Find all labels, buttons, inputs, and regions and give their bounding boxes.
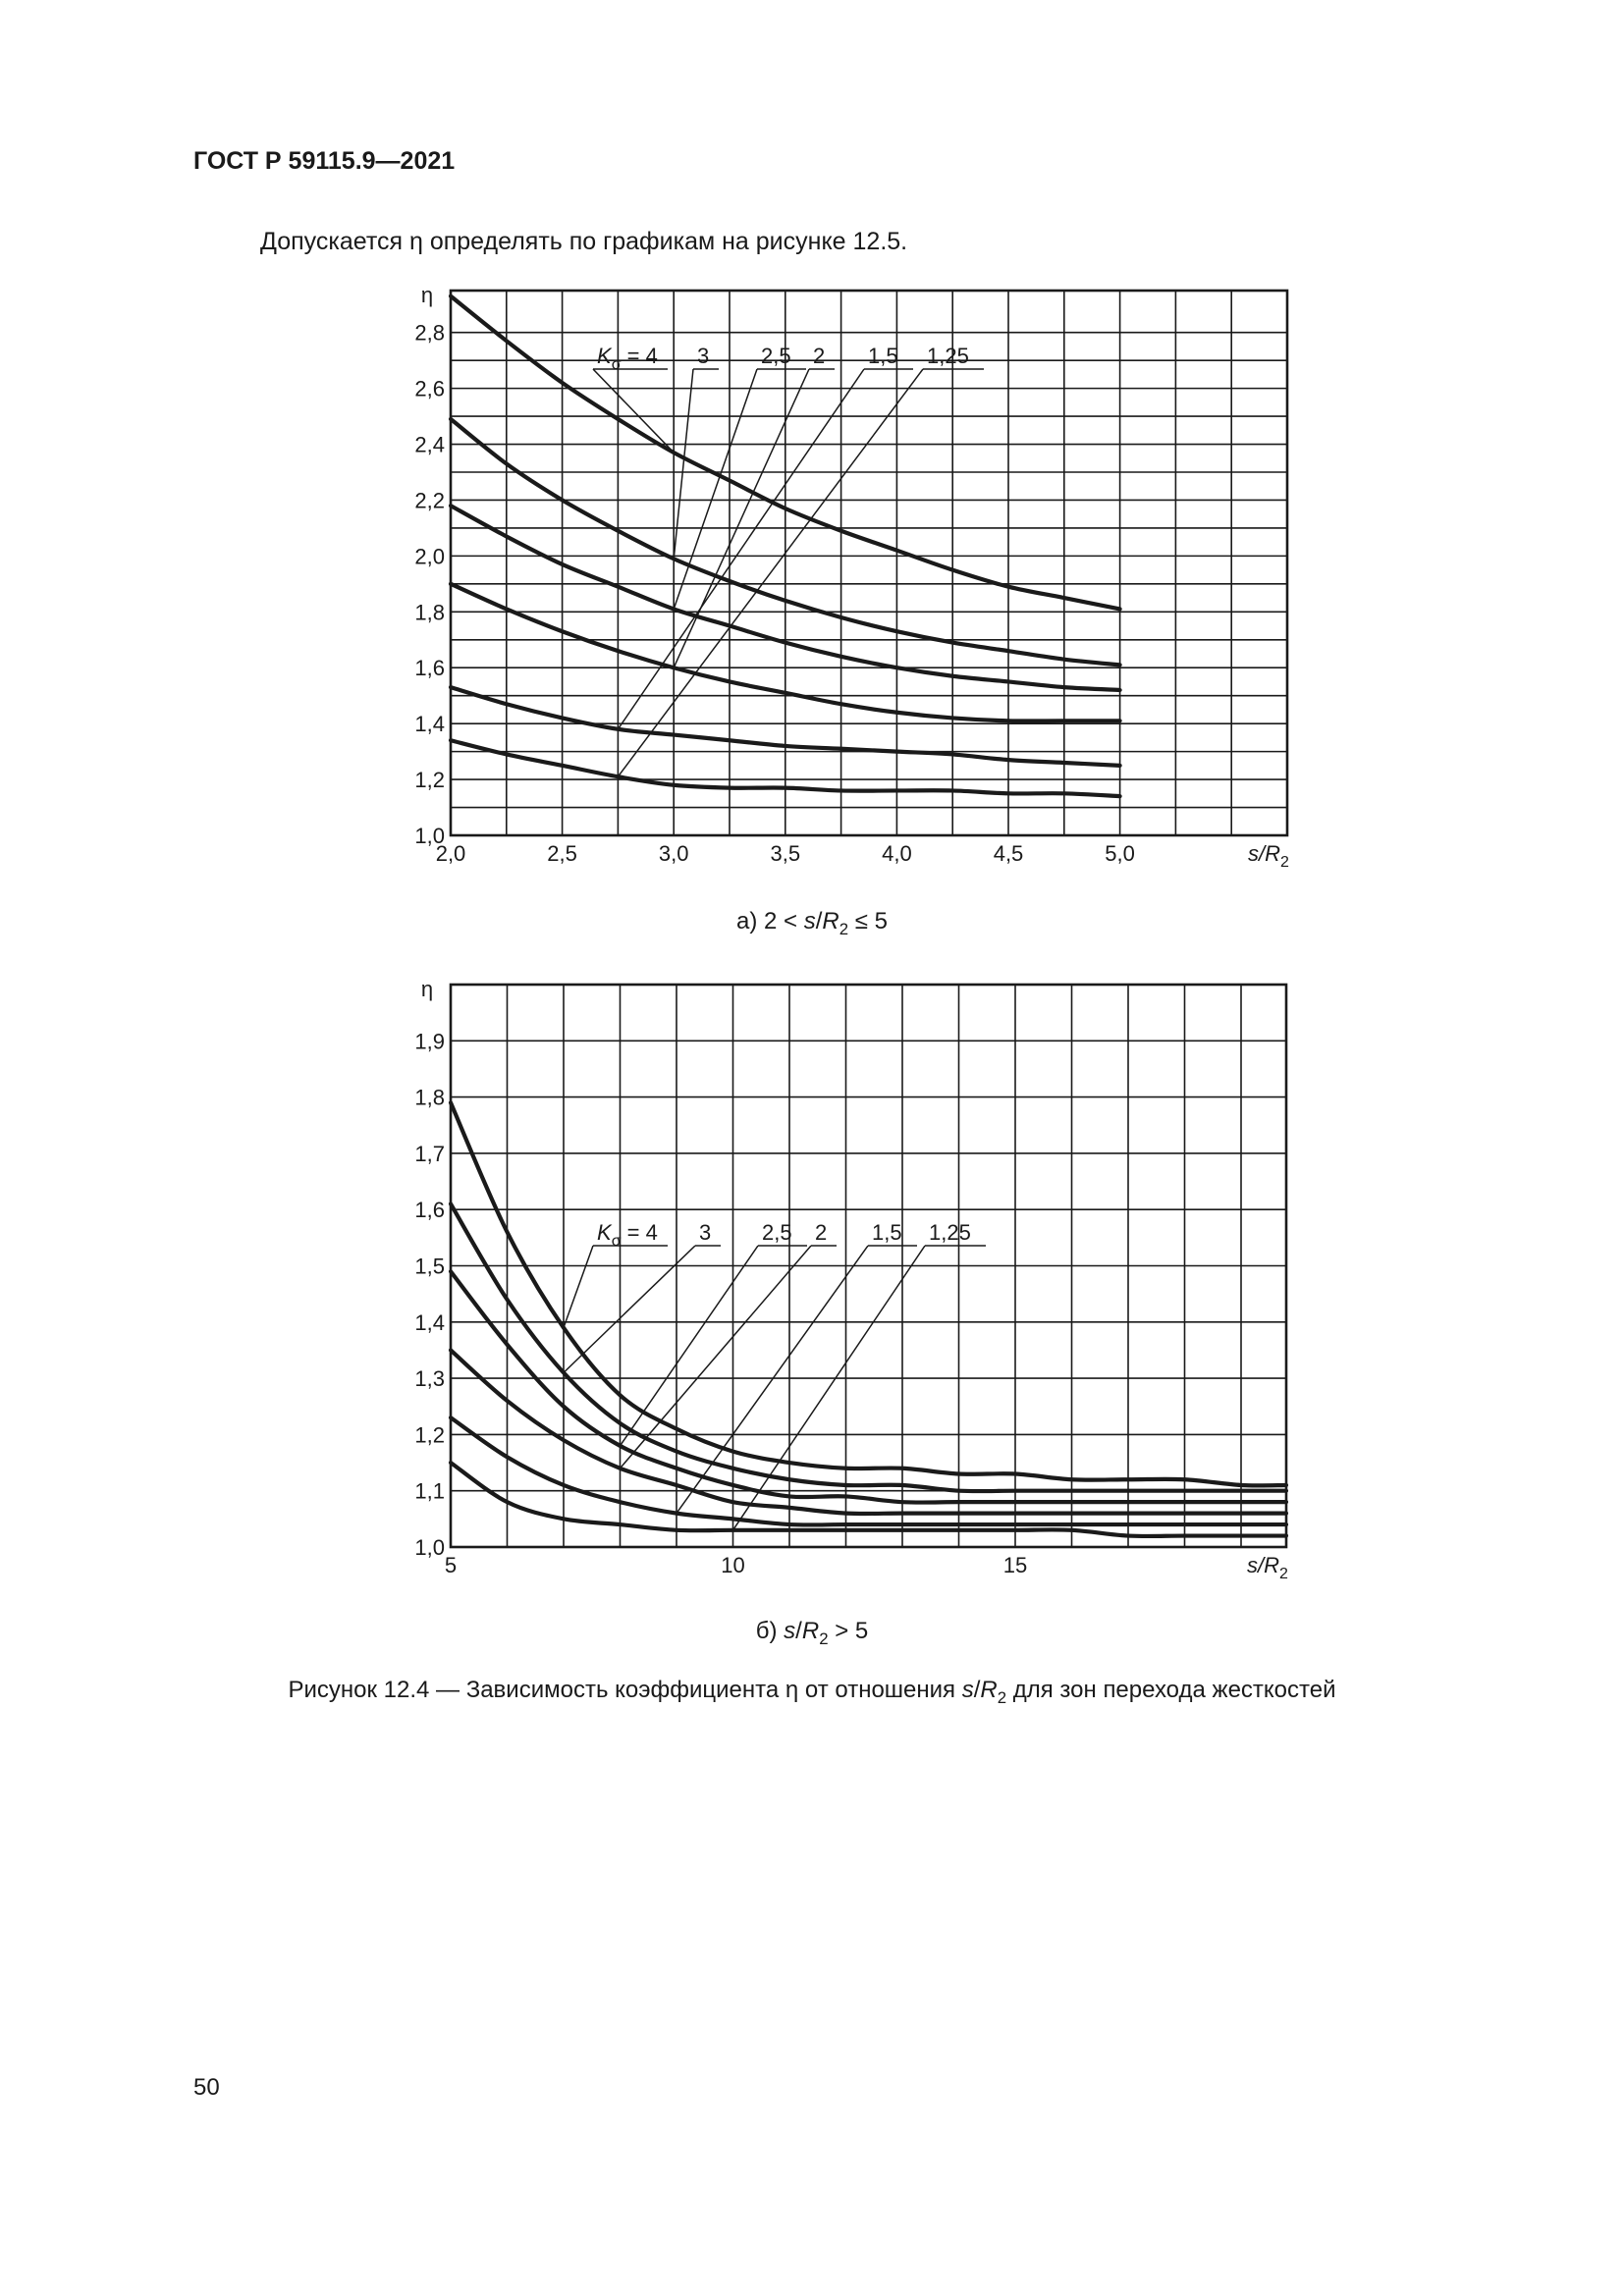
x-tick-label: 4,5 [993,841,1024,866]
x-tick-label: 3,5 [770,841,801,866]
y-tick-label: 2,0 [414,544,445,569]
series-label [621,1220,838,1468]
plot-frame [451,291,1287,835]
y-tick-label: 1,5 [414,1254,445,1279]
series-label-text: 2,5 [762,1220,792,1245]
y-tick-label: 2,4 [414,432,445,457]
series-label-text: 2 [813,344,826,368]
series-label [618,344,913,729]
x-axis-label: $s/R_2$ [1248,841,1289,871]
series-label [674,344,835,667]
subcaption-b: б) $s/R_2 > 5$ [755,1618,869,1648]
series-label-text: 2,5 [761,344,791,368]
y-tick-label: 1,7 [414,1141,445,1166]
series-label-text: 2 [815,1220,828,1245]
y-tick-label: 1,4 [414,712,445,737]
grid [451,291,1287,835]
y-tick-label: 1,6 [414,656,445,681]
figure-caption: Рисунок 12.4 — Зависимость коэффициента η от отношения $s/R_2$ для зон перехода жесткостей [288,1677,1336,1707]
grid [451,985,1286,1547]
x-tick-label: 2,0 [435,841,466,866]
series-label-text: 3 [699,1220,712,1245]
series-label [674,344,719,559]
series-label-text: 1,5 [872,1220,902,1245]
chart-a [0,275,1624,893]
y-axis-label: η [420,283,434,307]
x-tick-label: 15 [1002,1553,1028,1577]
label-leader [564,1246,695,1372]
x-tick-label: 3,0 [658,841,689,866]
series-label-text: 1,25 [927,344,969,368]
y-tick-label: 1,1 [414,1478,445,1504]
y-tick-label: 1,0 [414,1535,445,1560]
label-leader [621,1246,759,1446]
label-leader [674,369,693,559]
y-tick-label: 1,8 [414,1085,445,1110]
document-header: ГОСТ Р 59115.9—2021 [193,147,456,175]
y-tick-label: 2,8 [414,320,445,346]
page-number: 50 [193,2074,220,2101]
series-label [564,1220,668,1328]
intro-text: Допускается η определять по графикам на рисунке 12.5. [260,228,908,255]
series-label-text: $K_\sigma = 4$ [597,344,658,373]
chart-b [0,967,1624,1595]
series-label [621,1220,808,1446]
label-leader [733,1246,926,1530]
x-tick-label: 10 [721,1553,745,1577]
x-tick-label: 4,0 [882,841,912,866]
y-axis-label: η [420,977,434,1001]
label-leader [618,369,923,776]
series-label-text: 1,25 [929,1220,971,1245]
x-tick-label: 2,5 [547,841,577,866]
y-tick-label: 1,3 [414,1366,445,1392]
y-tick-label: 1,2 [414,1422,445,1448]
series-label-text: 3 [697,344,710,368]
x-tick-label: 5 [444,1553,458,1577]
y-tick-label: 2,6 [414,376,445,401]
label-leader [564,1246,593,1328]
y-tick-label: 1,6 [414,1198,445,1223]
y-tick-label: 2,2 [414,488,445,513]
y-tick-label: 1,0 [414,824,445,848]
y-tick-label: 1,4 [414,1309,445,1335]
x-tick-label: 5,0 [1105,841,1135,866]
y-tick-label: 1,8 [414,600,445,625]
y-tick-label: 1,2 [414,768,445,793]
series-label-text: 1,5 [868,344,898,368]
subcaption-a: а) $2 < s/R_2 \le 5$ [736,908,888,938]
y-tick-label: 1,9 [414,1029,445,1054]
series-label-text: $K_\sigma = 4$ [597,1220,658,1250]
x-axis-label: $s/R_2$ [1247,1553,1288,1582]
